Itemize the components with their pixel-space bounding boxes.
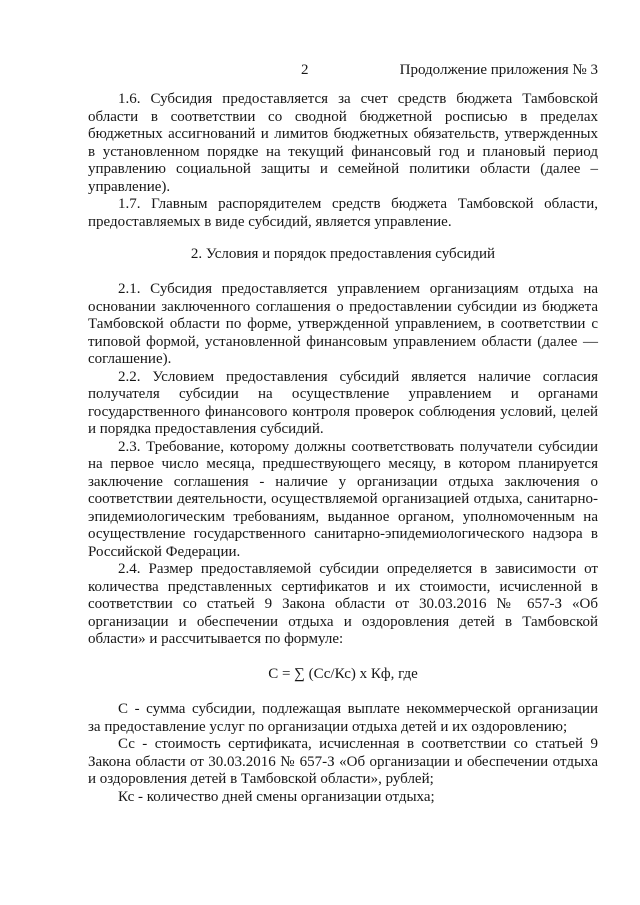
clause-2-1-line: 2.1. Субсидия предоставляется управлением организациям отдыха на <box>118 281 598 297</box>
clause-2-3-line: эпидемиологическим требованиям, выданное органом, уполномоченным на <box>88 508 598 525</box>
clause-2-3 <box>88 439 598 562</box>
clause-1-6-line: бюджетных ассигнований и лимитов бюджетных обязательств, утвержденных <box>88 126 598 142</box>
clause-2-1-line: Тамбовской области по форме, утвержденной управлением, в соответствии с <box>88 316 598 332</box>
clause-2-3-line: соответствии деятельности, осуществляемой организацией отдыха, санитарно- <box>88 491 598 507</box>
definition-c <box>88 701 598 736</box>
clause-1-6-line: управлению социальной защиты и семейной политики области (далее – <box>88 161 598 177</box>
definition-cc-line: Закона области от 30.03.2016 № 657-З «Об организации и обеспечении отдыха <box>88 753 598 770</box>
clause-1-6-line: управление). <box>88 178 171 195</box>
definition-c-line: за предоставление услуг по организации отдыха детей и их оздоровлению; <box>88 718 568 735</box>
clause-2-3-line: заключение соглашения - наличие у организации отдыха заключения о <box>88 473 598 490</box>
document-body <box>88 91 598 806</box>
clause-1-7-line: 1.7. Главным распорядителем средств бюджета Тамбовской области, <box>118 196 598 212</box>
clause-1-6-line: области в соответствии со сводной бюджетной росписью в пределах <box>88 108 598 125</box>
clause-2-4-line: области» и рассчитывается по формуле: <box>88 631 344 647</box>
clause-2-4-line: количества представленных сертификатов и их стоимости, исчисленной в <box>88 578 598 595</box>
clause-2-4-line: 2.4. Размер предоставляемой субсидии определяется в зависимости от <box>118 561 598 577</box>
definition-kc <box>88 789 598 807</box>
appendix-continuation-label: Продолжение приложения № 3 <box>399 62 598 78</box>
clause-2-4-line: соответствии со статьей 9 Закона области от 30.03.2016 № 657-З «Об <box>88 596 598 612</box>
definition-cc-line: Сс - стоимость сертификата, исчисленная в соответствии со статьей 9 <box>118 736 598 752</box>
clause-2-2-line: и порядка предоставления субсидий. <box>88 421 324 437</box>
clause-2-4 <box>88 561 598 649</box>
clause-2-3-line: Российской Федерации. <box>88 543 241 560</box>
clause-2-1-line: типовой формой, установленной финансовым управлением области (далее — <box>88 333 598 350</box>
clause-2-4-line: организации и обеспечении отдыха и оздоровления детей в Тамбовской <box>88 613 598 630</box>
clause-2-3-line: на первое число месяца, предшествующего месяцу, в котором планируется <box>88 456 598 472</box>
clause-2-2-line: государственного финансового контроля проверок соблюдения условий, целей <box>88 403 598 420</box>
clause-2-1 <box>88 281 598 369</box>
clause-1-6-line: в установленном порядке на текущий финансовый год и плановый период <box>88 143 598 160</box>
clause-2-1-line: основании заключенного соглашения о предоставлении субсидии из бюджета <box>88 298 598 315</box>
clause-1-7 <box>88 196 598 231</box>
definition-cc <box>88 736 598 789</box>
definition-kc-line: Кс - количество дней смены организации отдыха; <box>118 788 435 805</box>
definition-c-line: С - сумма субсидии, подлежащая выплате некоммерческой организации <box>118 701 598 717</box>
clause-2-2 <box>88 369 598 439</box>
clause-2-2-line: 2.2. Условием предоставления субсидий является наличие согласия <box>118 368 598 385</box>
clause-1-6-line: 1.6. Субсидия предоставляется за счет средств бюджета Тамбовской <box>118 91 598 107</box>
clause-2-3-line: 2.3. Требование, которому должны соответствовать получатели субсидии <box>118 438 598 455</box>
clause-2-1-line: соглашение). <box>88 351 172 367</box>
clause-2-3-line: осуществление государственного санитарно-эпидемиологического надзора в <box>88 526 598 542</box>
definition-cc-line: и оздоровления детей в Тамбовской области», рублей; <box>88 771 434 787</box>
clause-1-6 <box>88 91 598 196</box>
clause-2-2-line: получателя субсидии на осуществление управлением и органами <box>88 386 598 402</box>
clause-1-7-line: предоставляемых в виде субсидий, является управление. <box>88 213 452 230</box>
section-2-heading: 2. Условия и порядок предоставления субсидий <box>190 246 496 262</box>
page-number: 2 <box>301 62 309 78</box>
subsidy-formula: С = ∑ (Сс/Кс) х Кф, где <box>268 666 418 682</box>
